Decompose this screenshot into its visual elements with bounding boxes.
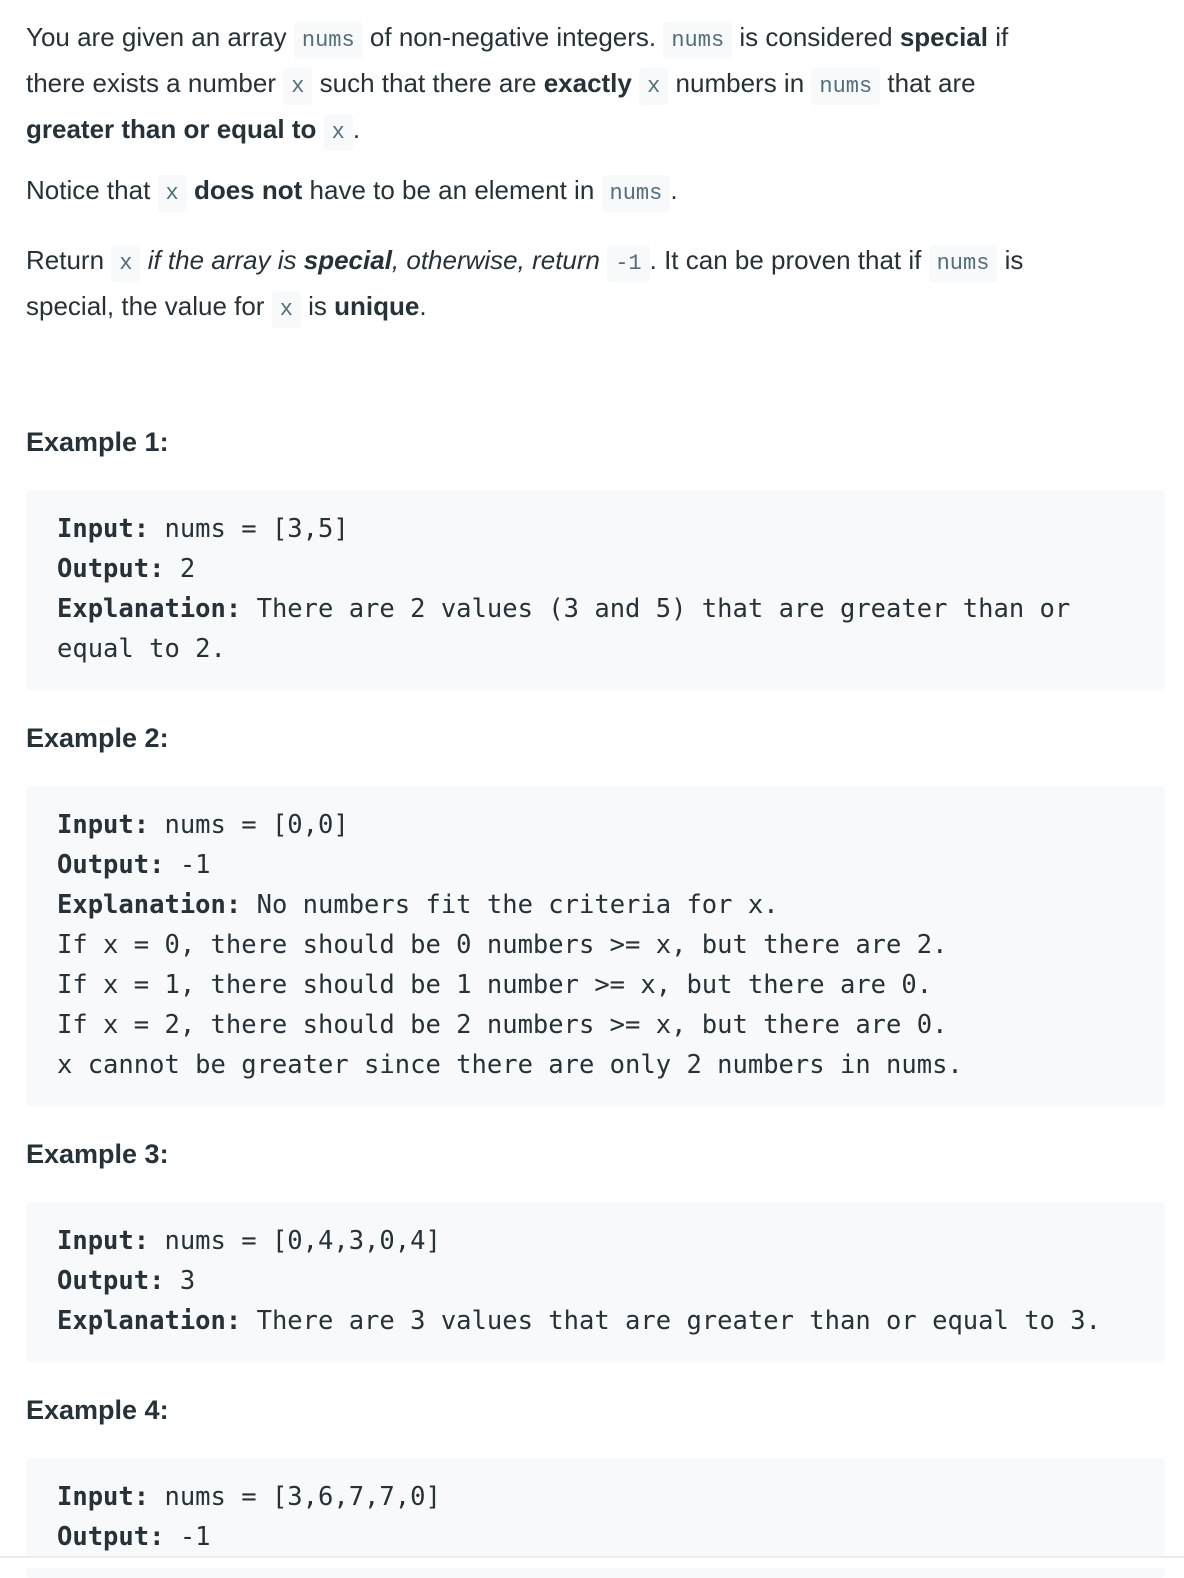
example-4-heading: Example 4: bbox=[26, 1395, 169, 1425]
code-line bbox=[57, 589, 1135, 669]
italic-text: if the array is bbox=[140, 245, 304, 275]
inline-code: nums bbox=[602, 175, 671, 212]
code-line bbox=[57, 1301, 1135, 1341]
text bbox=[316, 114, 323, 144]
notice-paragraph bbox=[26, 169, 1166, 215]
text: Notice that bbox=[26, 175, 158, 205]
code-label: Explanation: bbox=[57, 890, 242, 920]
code-line bbox=[57, 549, 1135, 589]
bold-italic-text: special bbox=[303, 245, 392, 275]
inline-code: x bbox=[158, 175, 187, 212]
code-text: There are 2 values (3 and 5) that are greater than or equal to 2. bbox=[57, 594, 1086, 664]
inline-code: x bbox=[283, 68, 312, 105]
text: Return bbox=[26, 245, 112, 275]
example-2-code bbox=[26, 786, 1165, 1106]
example-1-code bbox=[26, 490, 1165, 690]
inline-code: nums bbox=[811, 68, 880, 105]
panel-divider bbox=[0, 1556, 1184, 1568]
code-text: 2 bbox=[164, 554, 196, 584]
text bbox=[187, 175, 194, 205]
code-line bbox=[57, 1261, 1135, 1301]
text: . bbox=[419, 291, 427, 321]
inline-code: nums bbox=[929, 245, 998, 282]
bold-text: exactly bbox=[543, 68, 632, 98]
text: of non-negative integers. bbox=[362, 22, 664, 52]
code-text: There are 3 values that are greater than or equal to 3. bbox=[241, 1306, 1101, 1336]
bold-text: does not bbox=[193, 175, 303, 205]
code-line bbox=[57, 1477, 1135, 1517]
example-2-heading: Example 2: bbox=[26, 723, 169, 753]
code-line bbox=[57, 805, 1135, 845]
example-3-code bbox=[26, 1202, 1165, 1362]
text: is bbox=[997, 245, 1024, 275]
code-text: If x = 0, there should be 0 numbers >= x, but there are 2. bbox=[57, 930, 948, 960]
code-text: nums = [3,6,7,7,0] bbox=[149, 1482, 441, 1512]
code-label: Explanation: bbox=[57, 1306, 242, 1336]
inline-code: x bbox=[111, 245, 140, 282]
text: is bbox=[300, 291, 335, 321]
code-label: Output: bbox=[57, 1266, 165, 1296]
code-text: x cannot be greater since there are only 2 numbers in nums. bbox=[57, 1050, 963, 1080]
code-text: If x = 1, there should be 1 number >= x, but there are 0. bbox=[57, 970, 933, 1000]
inline-code: -1 bbox=[607, 245, 649, 282]
code-line bbox=[57, 845, 1135, 885]
inline-code: x bbox=[639, 68, 668, 105]
code-label: Output: bbox=[57, 850, 165, 880]
text: . bbox=[352, 114, 361, 144]
code-line bbox=[57, 1517, 1135, 1557]
text: . It can be proven that if bbox=[649, 245, 929, 275]
inline-code: nums bbox=[294, 22, 363, 59]
code-line bbox=[57, 509, 1135, 549]
code-line bbox=[57, 1005, 1135, 1045]
code-text: -1 bbox=[164, 1522, 211, 1552]
text: special, the value for bbox=[26, 291, 272, 321]
code-label: Explanation: bbox=[57, 594, 242, 624]
inline-code: x bbox=[272, 291, 301, 328]
text: if bbox=[987, 22, 1009, 52]
italic-text: , otherwise, return bbox=[391, 245, 608, 275]
code-label: Output: bbox=[57, 554, 165, 584]
bold-text: unique bbox=[334, 291, 420, 321]
code-line bbox=[57, 1045, 1135, 1085]
text: such that there are bbox=[312, 68, 544, 98]
example-3-heading: Example 3: bbox=[26, 1139, 169, 1169]
code-text: nums = [3,5] bbox=[149, 514, 349, 544]
return-paragraph bbox=[26, 239, 1166, 331]
text: is considered bbox=[732, 22, 900, 52]
inline-code: nums bbox=[663, 22, 732, 59]
text: . bbox=[670, 175, 678, 205]
code-label: Input: bbox=[57, 1226, 150, 1256]
problem-statement bbox=[26, 16, 1166, 154]
code-label: Output: bbox=[57, 1522, 165, 1552]
code-line bbox=[57, 885, 1135, 925]
inline-code: x bbox=[324, 114, 353, 151]
code-text: nums = [0,4,3,0,4] bbox=[149, 1226, 441, 1256]
code-line bbox=[57, 925, 1135, 965]
code-line bbox=[57, 965, 1135, 1005]
code-line bbox=[57, 1221, 1135, 1261]
code-text: nums = [0,0] bbox=[149, 810, 349, 840]
bold-text: special bbox=[899, 22, 988, 52]
code-text: 3 bbox=[164, 1266, 196, 1296]
text: numbers in bbox=[668, 68, 812, 98]
example-1-heading: Example 1: bbox=[26, 427, 169, 457]
code-label: Input: bbox=[57, 810, 150, 840]
text: there exists a number bbox=[26, 68, 284, 98]
text: have to be an element in bbox=[302, 175, 602, 205]
text: that are bbox=[880, 68, 976, 98]
bold-text: greater than or equal to bbox=[26, 114, 317, 144]
code-label: Input: bbox=[57, 1482, 150, 1512]
text: You are given an array bbox=[26, 22, 294, 52]
code-label: Input: bbox=[57, 514, 150, 544]
code-text: -1 bbox=[164, 850, 211, 880]
code-text: If x = 2, there should be 2 numbers >= x, but there are 0. bbox=[57, 1010, 948, 1040]
code-text: No numbers fit the criteria for x. bbox=[241, 890, 779, 920]
